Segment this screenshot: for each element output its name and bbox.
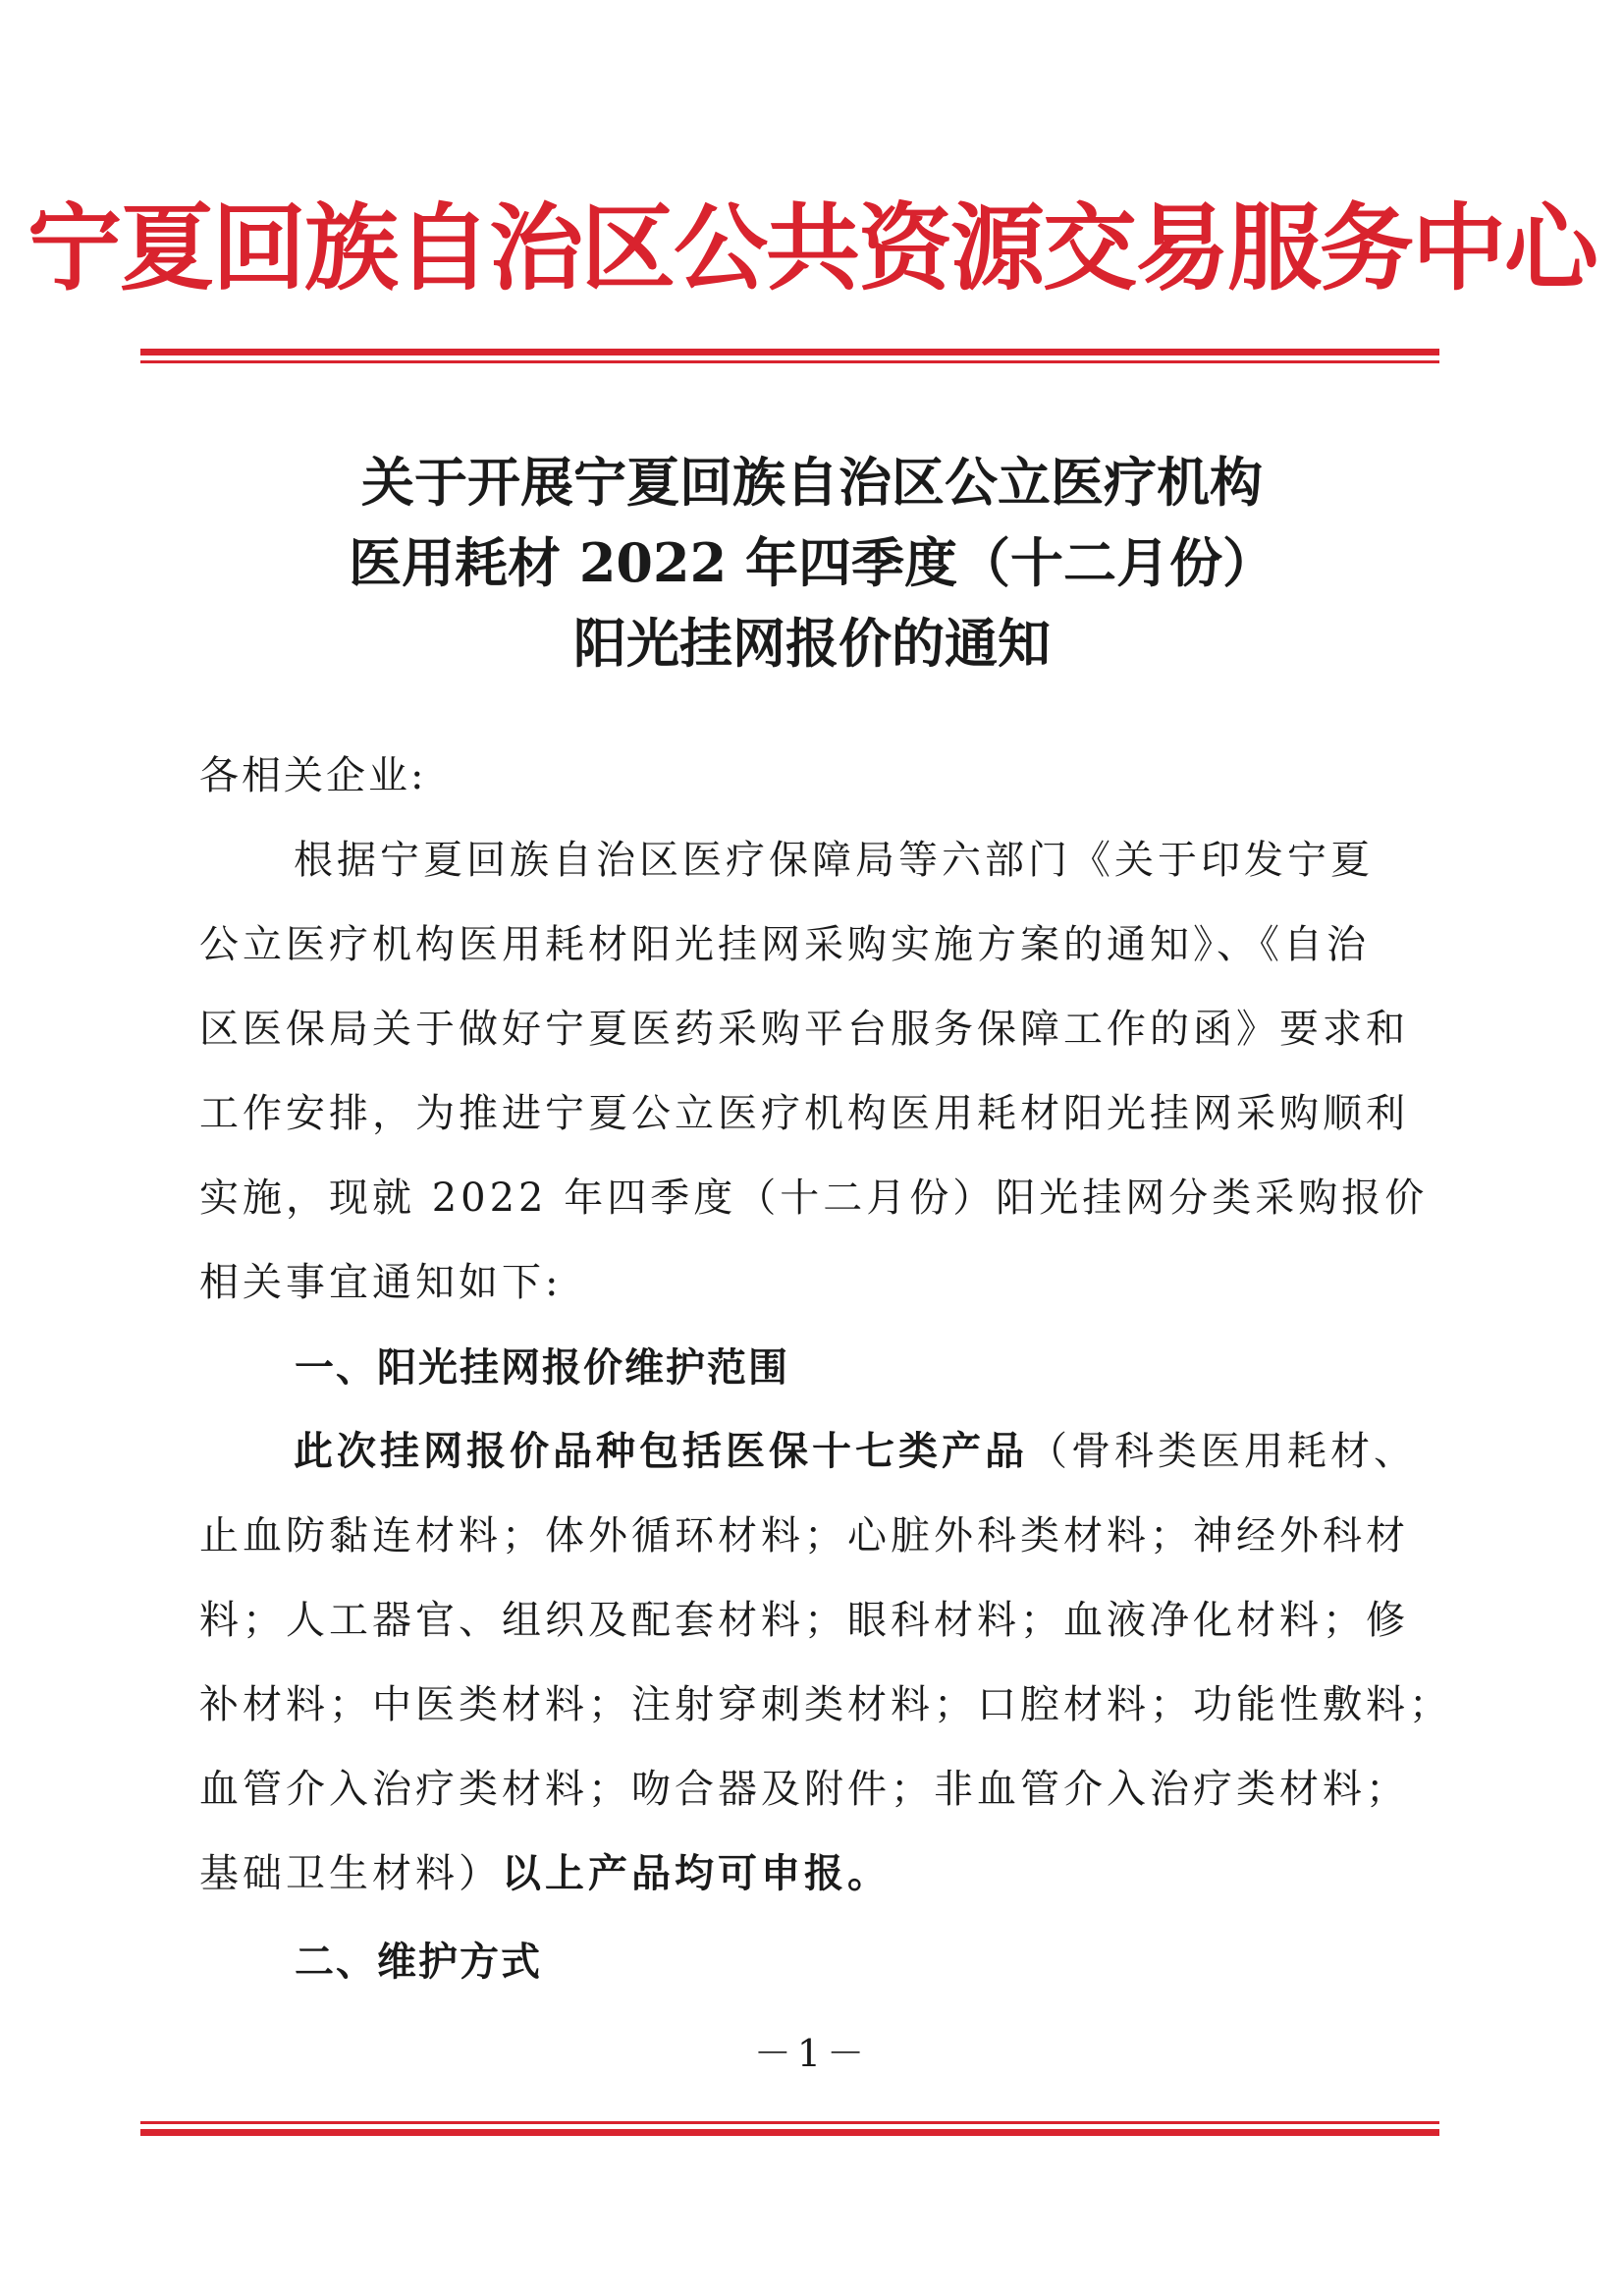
section-1-line: 此次挂网报价品种包括医保十七类产品（骨科类医用耗材、 <box>294 1429 1417 1474</box>
section-1-line: 止血防黏连材料；体外循环材料；心脏外科类材料；神经外科材 <box>199 1513 1409 1558</box>
header-divider <box>140 349 1439 363</box>
section-1-line: 基础卫生材料）以上产品均可申报。 <box>199 1851 891 1896</box>
section-1-bold-tail: 以上产品均可申报。 <box>502 1851 891 1896</box>
intro-line: 根据宁夏回族自治区医疗保障局等六部门《关于印发宁夏 <box>294 838 1374 883</box>
title-line-2: 医用耗材 2022 年四季度（十二月份） <box>349 531 1275 594</box>
section-1-line: 血管介入治疗类材料；吻合器及附件；非血管介入治疗类材料； <box>199 1767 1409 1812</box>
intro-line: 实施，现就 2022 年四季度（十二月份）阳光挂网分类采购报价 <box>199 1175 1429 1221</box>
footer-divider <box>140 2121 1439 2136</box>
section-2-heading: 二、维护方式 <box>295 1940 542 1985</box>
page-number: －1－ <box>753 2032 871 2075</box>
section-1-bold-lead: 此次挂网报价品种包括医保十七类产品 <box>294 1429 1028 1474</box>
intro-line: 公立医疗机构医用耗材阳光挂网采购实施方案的通知》、《自治 <box>199 922 1370 967</box>
section-1-heading: 一、阳光挂网报价维护范围 <box>295 1345 789 1391</box>
title-line-3: 阳光挂网报价的通知 <box>573 612 1051 675</box>
intro-paragraph <box>199 818 1429 1325</box>
title-line-1: 关于开展宁夏回族自治区公立医疗机构 <box>361 451 1263 514</box>
document-title <box>0 442 1624 683</box>
section-1-paragraph <box>199 1409 1452 1916</box>
salutation: 各相关企业: <box>199 753 427 798</box>
section-1-line: 料；人工器官、组织及配套材料；眼科材料；血液净化材料；修 <box>199 1598 1409 1643</box>
section-1-line: 补材料；中医类材料；注射穿刺类材料；口腔材料；功能性敷料； <box>199 1682 1452 1727</box>
intro-line: 区医保局关于做好宁夏医药采购平台服务保障工作的函》要求和 <box>199 1007 1409 1052</box>
intro-line: 相关事宜通知如下: <box>199 1260 563 1305</box>
issuer-masthead: 宁夏回族自治区公共资源交易服务中心 <box>27 193 1597 303</box>
intro-line: 工作安排，为推进宁夏公立医疗机构医用耗材阳光挂网采购顺利 <box>199 1091 1409 1136</box>
